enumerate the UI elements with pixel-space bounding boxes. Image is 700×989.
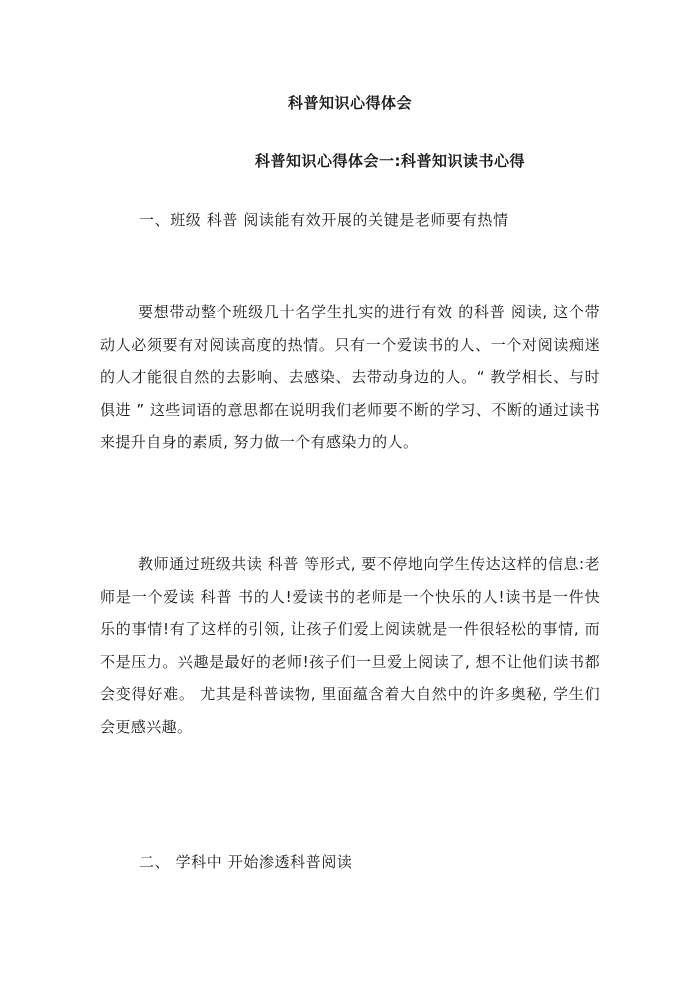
section-1-heading: 一、班级 科普 阅读能有效开展的关键是老师要有热情: [139, 211, 509, 229]
paragraph-2: 教师通过班级共读 科普 等形式, 要不停地向学生传达这样的信息:老师是一个爱读 科普 书的人!爱读书的老师是一个快乐的人!读书是一件快乐的事情!有了这样的引领, 让孩子们爱上阅读就是一件很轻松的事情, 而不是压力。兴趣是最好的老师!孩子们一旦爱上阅读了, 想不让他们读书都会变得好难。 尤其是科普读物, 里面蕴含着大自然中的许多奥秘, 学生们会更感兴趣。: [100, 555, 600, 736]
section-2-heading: 二、 学科中 开始渗透科普阅读: [139, 853, 353, 871]
document-title: 科普知识心得体会: [287, 94, 412, 112]
paragraph-1: 要想带动整个班级几十名学生扎实的进行有效 的科普 阅读, 这个带动人必须要有对阅读高度的热情。只有一个爱读书的人、一个对阅读痴迷的人才能很自然的去影响、去感染、去带动身边的人。“ 教学相长、与时俱进 ” 这些词语的意思都在说明我们老师要不断的学习、不断的通过读书来提升自身的素质, 努力做一个有感染力的人。: [100, 303, 600, 451]
document-subtitle: 科普知识心得体会一:科普知识读书心得: [255, 152, 526, 170]
